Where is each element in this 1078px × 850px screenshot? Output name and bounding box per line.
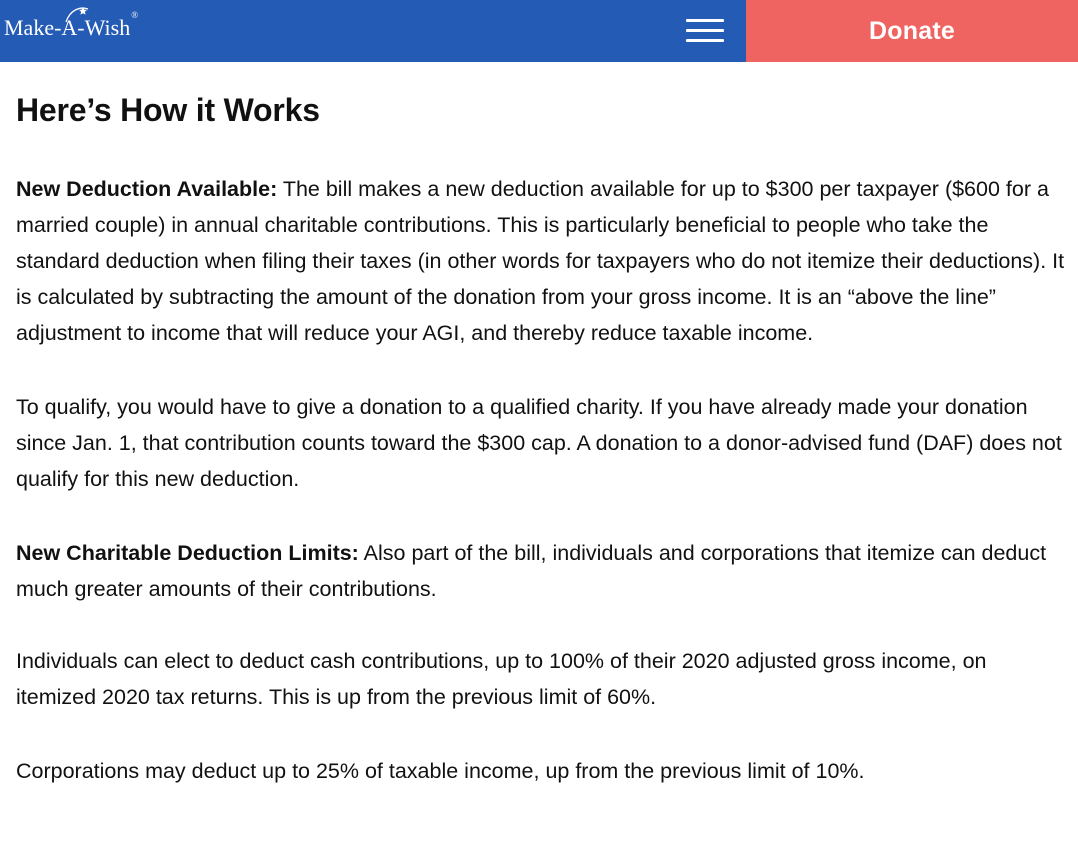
logo-text: Make-A-Wish	[4, 15, 131, 40]
menu-bar	[686, 19, 724, 22]
article-content	[16, 62, 1068, 789]
donate-button[interactable]: Donate	[746, 0, 1078, 62]
qualify-paragraph: To qualify, you would have to give a donation to a qualified charity. If you have already made your donation since Jan. 1, that contribution counts toward the $300 cap. A donation to a donor-advised fund (DAF) does not qualify for this new deduction.	[16, 395, 1062, 491]
individuals-paragraph: Individuals can elect to deduct cash contributions, up to 100% of their 2020 adjusted gross income, on itemized 2020 tax returns. This is up from the previous limit of 60%.	[16, 649, 987, 709]
corporations-paragraph: Corporations may deduct up to 25% of taxable income, up from the previous limit of 10%.	[16, 759, 865, 783]
logo-star-arc-icon	[64, 6, 90, 24]
site-header	[0, 0, 1078, 62]
menu-bar	[686, 29, 724, 32]
new-deduction-label: New Deduction Available:	[16, 177, 278, 201]
new-deduction-paragraph	[16, 171, 1068, 351]
logo-registered-mark: ®	[131, 10, 139, 20]
make-a-wish-logo[interactable]	[4, 8, 138, 48]
menu-bar	[686, 39, 724, 42]
deduction-limits-label: New Charitable Deduction Limits:	[16, 541, 359, 565]
section-title: Here’s How it Works	[16, 92, 320, 128]
deduction-limits-text: Also part of the bill, individuals and corporations that itemize can deduct much greater amounts of their contributions.	[16, 541, 1047, 601]
deduction-limits-paragraph	[16, 535, 1068, 607]
new-deduction-text: The bill makes a new deduction available for up to $300 per taxpayer ($600 for a married couple) in annual charitable contributions. This is particularly beneficial to people who take the standard deduction when filing their taxes (in other words for taxpayers who do not itemize their deductions). It is calculated by subtracting the amount of the donation from your gross income. It is an “above the line” adjustment to income that will reduce your AGI, and thereby reduce taxable income.	[16, 177, 1065, 345]
hamburger-menu-icon[interactable]	[684, 17, 726, 45]
